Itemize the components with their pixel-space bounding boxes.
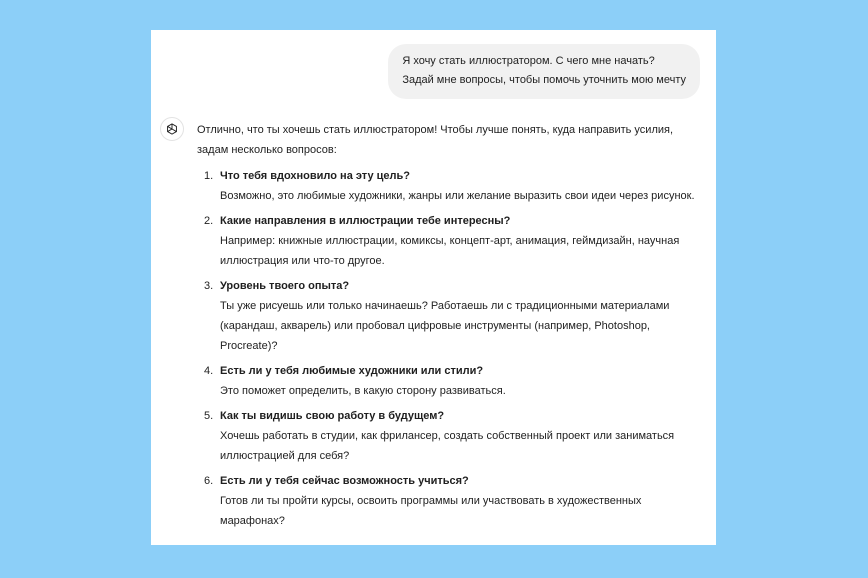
- list-item: [197, 361, 702, 401]
- assistant-message: [197, 120, 702, 536]
- list-item: [197, 471, 702, 531]
- question-description: Возможно, это любимые художники, жанры или желание выразить свои идеи через рисунок.: [220, 190, 695, 202]
- user-message-line: Задай мне вопросы, чтобы помочь уточнить мою мечту: [402, 74, 686, 86]
- question-title: Уровень твоего опыта?: [220, 280, 350, 292]
- question-title: Какие направления в иллюстрации тебе интересны?: [220, 215, 511, 227]
- question-number: 4.: [204, 365, 214, 377]
- list-item: [197, 406, 702, 466]
- question-description: Хочешь работать в студии, как фрилансер, создать собственный проект или заниматься иллюстрацией для себя?: [220, 430, 675, 462]
- question-list: [197, 166, 702, 531]
- question-number: 1.: [204, 170, 214, 182]
- list-item: [197, 166, 702, 206]
- question-description: Ты уже рисуешь или только начинаешь? Работаешь ли с традиционными материалами (карандаш, акварель) или пробовал цифровые инструменты (например, Photoshop, Procreate)?: [220, 300, 670, 352]
- question-number: 5.: [204, 410, 214, 422]
- question-description: Это поможет определить, в какую сторону развиваться.: [220, 385, 506, 397]
- question-title: Что тебя вдохновило на эту цель?: [220, 170, 410, 182]
- question-description: Например: книжные иллюстрации, комиксы, концепт-арт, анимация, геймдизайн, научная иллюстрация или что-то другое.: [220, 235, 680, 267]
- user-message-line: Я хочу стать иллюстратором. С чего мне начать?: [402, 55, 655, 67]
- question-number: 3.: [204, 280, 214, 292]
- question-description: Готов ли ты пройти курсы, освоить программы или участвовать в художественных марафонах?: [220, 495, 642, 527]
- chat-panel: [151, 30, 716, 545]
- list-item: [197, 211, 702, 271]
- question-number: 6.: [204, 475, 214, 487]
- user-message-bubble: [388, 44, 700, 99]
- list-item: [197, 276, 702, 356]
- question-number: 2.: [204, 215, 214, 227]
- question-title: Есть ли у тебя сейчас возможность учиться?: [220, 475, 469, 487]
- openai-logo-icon: [160, 117, 184, 141]
- question-title: Есть ли у тебя любимые художники или стили?: [220, 365, 484, 377]
- question-title: Как ты видишь свою работу в будущем?: [220, 410, 445, 422]
- assistant-intro: Отлично, что ты хочешь стать иллюстратором! Чтобы лучше понять, куда направить усилия, задам несколько вопросов:: [197, 124, 674, 156]
- openai-logo-icon: [165, 122, 179, 136]
